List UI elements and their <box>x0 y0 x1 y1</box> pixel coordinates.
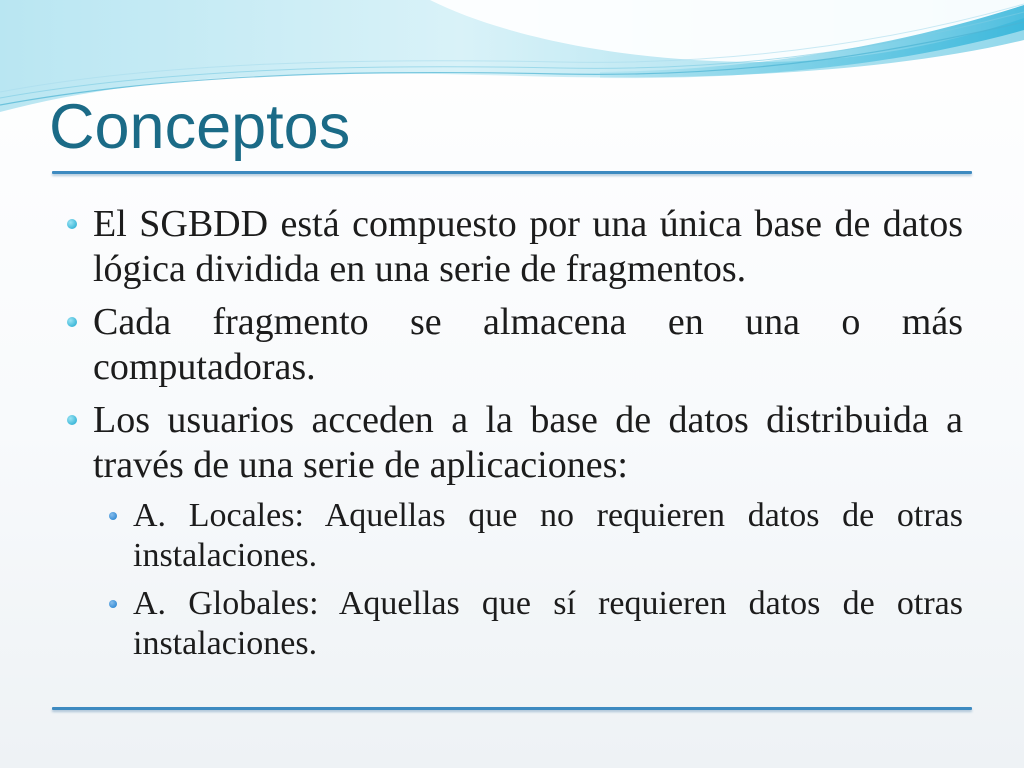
slide-title: Conceptos <box>49 92 351 162</box>
bullet-text-line: través de una serie de aplicaciones: <box>93 443 628 486</box>
bullet-text-line: Los usuarios acceden a la base de datos distribuida a <box>93 398 963 441</box>
footer-rule <box>52 707 972 710</box>
sub-bullet-text-line: instalaciones. <box>133 536 318 574</box>
bullet-item <box>93 300 963 390</box>
bullet-text-line: El SGBDD está compuesto por una única base de datos <box>93 202 963 245</box>
bullet-icon <box>67 317 77 327</box>
bullet-item <box>93 398 963 488</box>
bullet-icon <box>67 219 77 229</box>
sub-bullet-icon <box>109 512 117 520</box>
bullet-icon <box>67 415 77 425</box>
sub-bullet-text-line: instalaciones. <box>133 624 318 662</box>
title-underline <box>52 171 972 174</box>
sub-bullet-icon <box>109 600 117 608</box>
sub-bullet-item <box>133 584 963 664</box>
bullet-text-line: computadoras. <box>93 345 316 388</box>
bullet-text-line: lógica dividida en una serie de fragmentos. <box>93 247 747 290</box>
bullet-text-line: Cada fragmento se almacena en una o más <box>93 300 963 343</box>
bullet-item <box>93 202 963 292</box>
sub-bullet-text-line: A. Globales: Aquellas que sí requieren datos de otras <box>133 584 963 622</box>
sub-bullet-text-line: A. Locales: Aquellas que no requieren datos de otras <box>133 496 963 534</box>
bullet-list <box>93 202 963 664</box>
sub-bullet-item <box>133 496 963 576</box>
